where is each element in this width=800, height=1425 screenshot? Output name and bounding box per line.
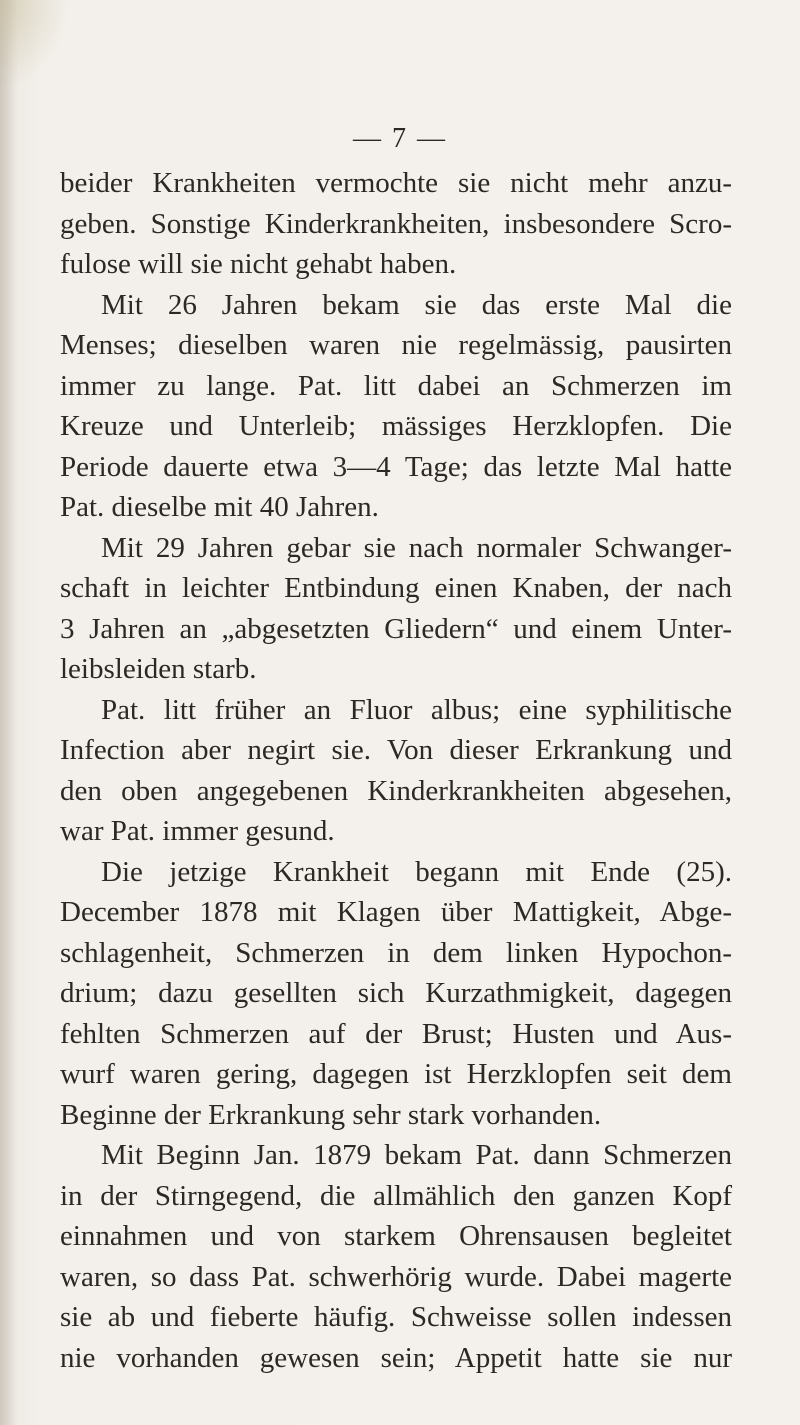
text-line: war Pat. immer gesund. — [60, 815, 335, 847]
body-text — [60, 163, 732, 1378]
text-line: sie ab und fieberte häufig. Schweisse sollen indessen — [60, 1301, 732, 1333]
page-number: — 7 — — [353, 123, 447, 154]
text-line: drium; dazu gesellten sich Kurzathmigkeit, dagegen — [60, 977, 732, 1009]
text-line: nie vorhanden gewesen sein; Appetit hatte sie nur — [60, 1341, 732, 1374]
text-line: December 1878 mit Klagen über Mattigkeit, Abge- — [60, 896, 732, 928]
text-line: beider Krankheiten vermochte sie nicht mehr anzu- — [60, 167, 732, 199]
text-line: wurf waren gering, dagegen ist Herzklopfen seit dem — [60, 1058, 732, 1090]
text-line: 3 Jahren an „abgesetzten Gliedern“ und einem Unter- — [60, 612, 732, 645]
text-line: Die jetzige Krankheit begann mit Ende (25). — [101, 855, 732, 888]
text-line: Mit Beginn Jan. 1879 bekam Pat. dann Schmerzen — [101, 1139, 732, 1171]
text-line: geben. Sonstige Kinderkrankheiten, insbesondere Scro- — [60, 207, 732, 240]
page-gutter-shadow — [0, 0, 18, 1425]
text-line: waren, so dass Pat. schwerhörig wurde. Dabei magerte — [60, 1260, 732, 1293]
text-line: Mit 26 Jahren bekam sie das erste Mal die — [101, 288, 732, 321]
text-line: schlagenheit, Schmerzen in dem linken Hypochon- — [60, 936, 732, 969]
text-line: einnahmen und von starkem Ohrensausen begleitet — [60, 1220, 732, 1252]
text-line: Kreuze und Unterleib; mässiges Herzklopfen. Die — [60, 410, 732, 442]
text-line: schaft in leichter Entbindung einen Knaben, der nach — [60, 572, 732, 604]
text-line: Pat. dieselbe mit 40 Jahren. — [60, 491, 379, 523]
text-line: Mit 29 Jahren gebar sie nach normaler Schwanger- — [101, 531, 732, 564]
text-line: den oben angegebenen Kinderkrankheiten abgesehen, — [60, 774, 732, 807]
text-line: Pat. litt früher an Fluor albus; eine syphilitische — [101, 693, 732, 726]
text-line: in der Stirngegend, die allmählich den ganzen Kopf — [60, 1179, 732, 1212]
page-corner-stain — [0, 0, 70, 90]
text-line: Infection aber negirt sie. Von dieser Erkrankung und — [60, 734, 732, 766]
text-line: immer zu lange. Pat. litt dabei an Schmerzen im — [60, 369, 732, 402]
text-line: leibsleiden starb. — [60, 653, 257, 685]
text-line: fehlten Schmerzen auf der Brust; Husten und Aus- — [60, 1017, 732, 1050]
text-line: Periode dauerte etwa 3—4 Tage; das letzte Mal hatte — [60, 450, 732, 483]
text-line: Menses; dieselben waren nie regelmässig, pausirten — [60, 329, 732, 361]
text-line: fulose will sie nicht gehabt haben. — [60, 248, 457, 280]
text-line: Beginne der Erkrankung sehr stark vorhanden. — [60, 1098, 602, 1131]
